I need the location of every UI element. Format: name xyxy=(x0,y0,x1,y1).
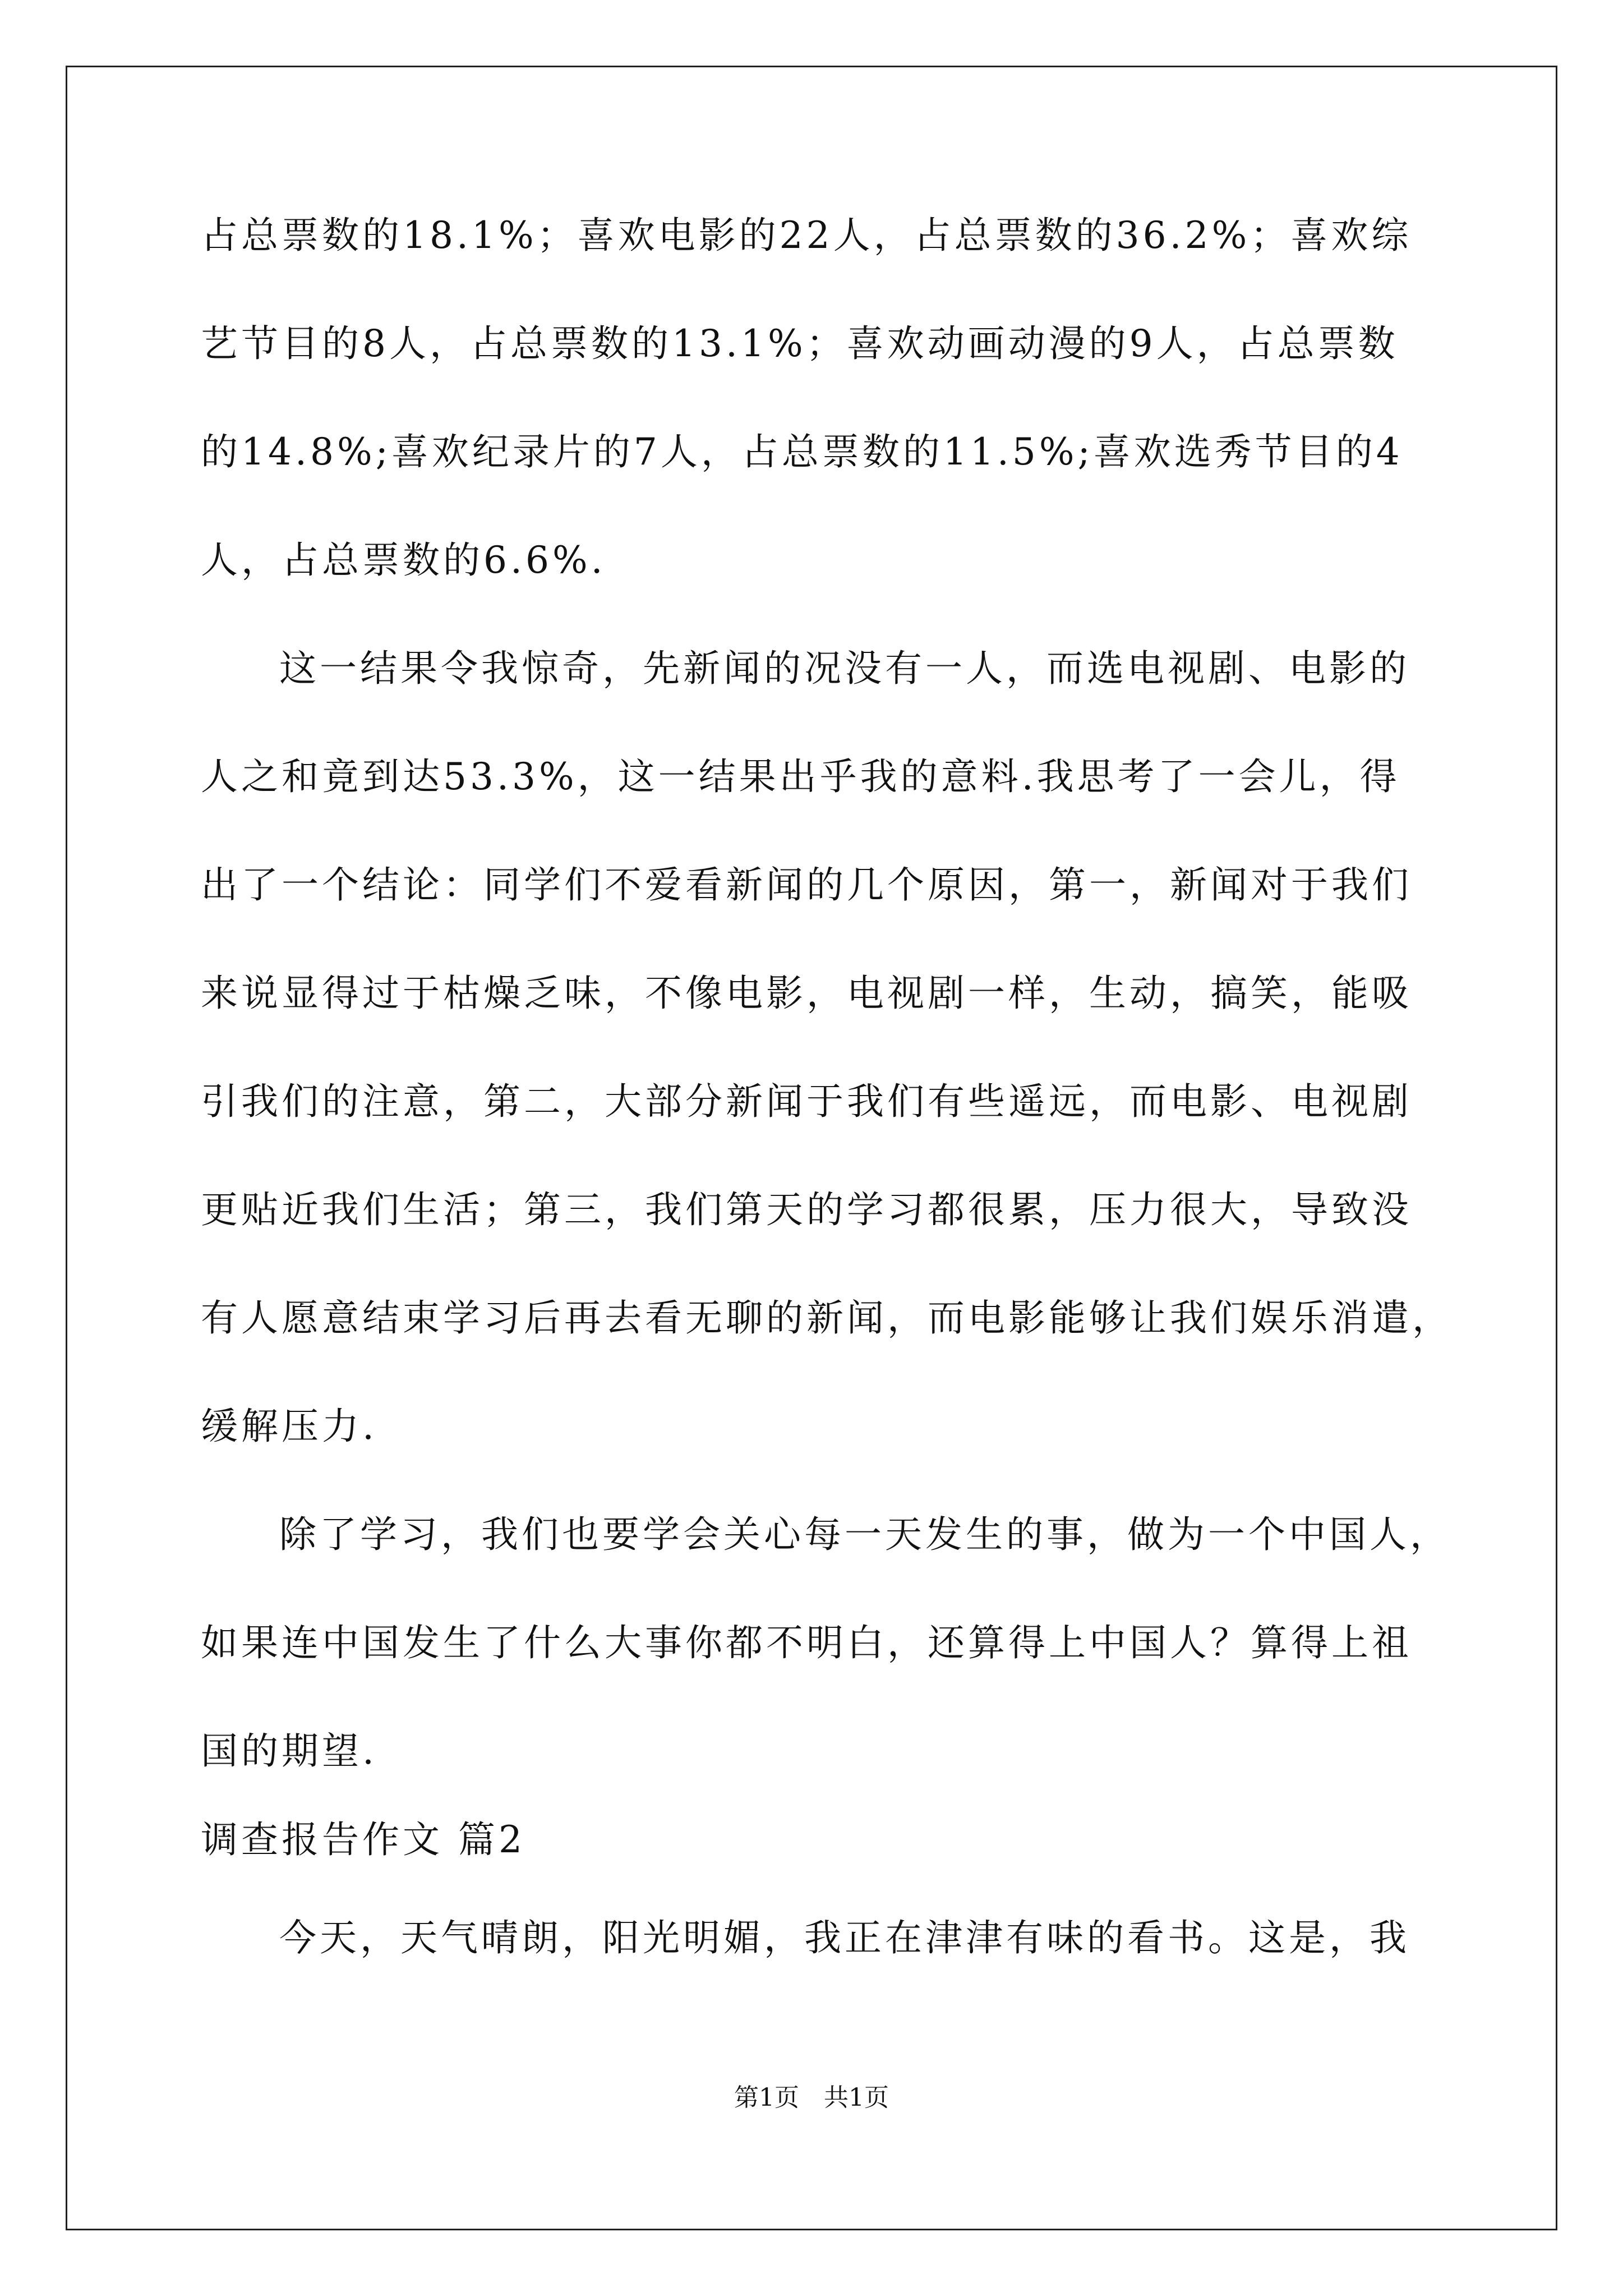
text-line: 人，占总票数的6.6%. xyxy=(201,539,606,582)
page-footer: 第1页 共1页 xyxy=(734,2083,889,2112)
text-line: 更贴近我们生活；第三，我们第天的学习都很累，压力很大，导致没 xyxy=(201,1188,1412,1231)
paragraph-start-line: 除了学习，我们也要学会关心每一天发生的事，做为一个中国人， xyxy=(279,1513,1450,1556)
page-border xyxy=(66,66,1557,2230)
text-line: 人之和竟到达53.3%，这一结果出乎我的意料.我思考了一会儿，得 xyxy=(201,755,1400,798)
text-line: 如果连中国发生了什么大事你都不明白，还算得上中国人？算得上祖 xyxy=(201,1621,1412,1664)
text-line: 来说显得过于枯燥乏味，不像电影，电视剧一样，生动，搞笑，能吸 xyxy=(201,972,1412,1015)
text-line: 艺节目的8人，占总票数的13.1%；喜欢动画动漫的9人，占总票数 xyxy=(201,322,1399,365)
text-line: 缓解压力. xyxy=(201,1405,377,1448)
text-line: 的14.8%;喜欢纪录片的7人，占总票数的11.5%;喜欢选秀节目的4 xyxy=(201,430,1403,473)
text-line: 国的期望. xyxy=(201,1729,377,1773)
text-line: 占总票数的18.1%；喜欢电影的22人，占总票数的36.2%；喜欢综 xyxy=(201,214,1412,257)
section-heading: 调查报告作文 篇2 xyxy=(201,1818,525,1861)
paragraph-start-line: 今天，天气晴朗，阳光明媚，我正在津津有味的看书。这是，我 xyxy=(279,1916,1410,1959)
text-line: 出了一个结论：同学们不爱看新闻的几个原因，第一，新闻对于我们 xyxy=(201,863,1412,907)
paragraph-start-line: 这一结果令我惊奇，先新闻的况没有一人，而选电视剧、电影的 xyxy=(279,647,1410,690)
text-line: 引我们的注意，第二，大部分新闻于我们有些遥远，而电影、电视剧 xyxy=(201,1080,1412,1123)
text-line: 有人愿意结束学习后再去看无聊的新闻，而电影能够让我们娱乐消遣， xyxy=(201,1296,1453,1340)
